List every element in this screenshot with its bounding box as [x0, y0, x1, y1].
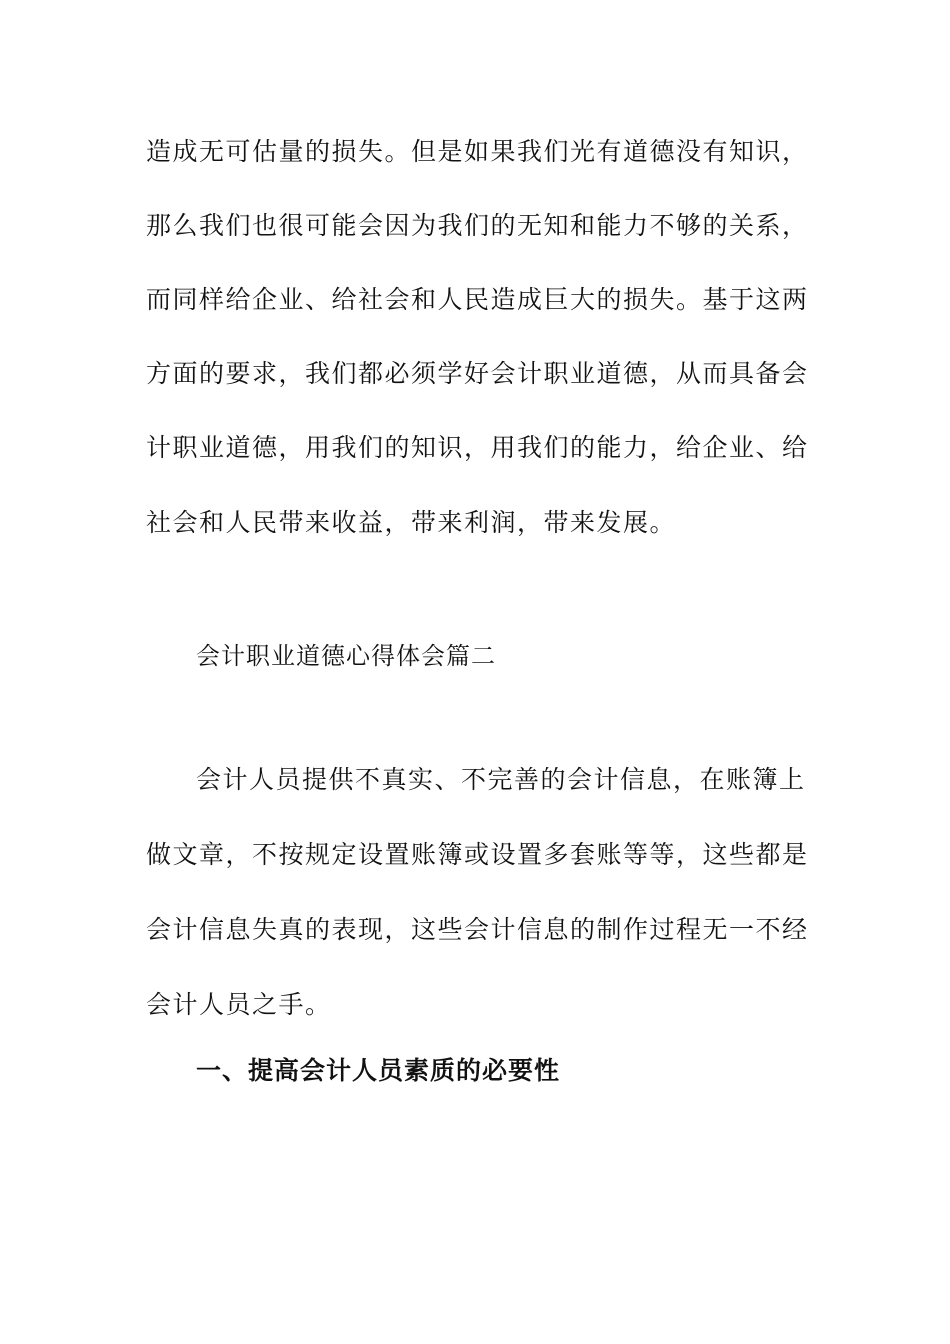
- subheading: 一、提高会计人员素质的必要性: [196, 1056, 561, 1085]
- paragraph-line: 方面的要求，我们都必须学好会计职业道德，从而具备会: [146, 359, 809, 388]
- paragraph-line: 造成无可估量的损失。但是如果我们光有道德没有知识，: [146, 137, 809, 166]
- paragraph-line: 社会和人民带来收益，带来利润，带来发展。: [146, 508, 677, 537]
- paragraph-line: 会计人员之手。: [146, 990, 332, 1019]
- paragraph-line: 计职业道德，用我们的知识，用我们的能力，给企业、给: [146, 433, 809, 462]
- paragraph-line: 会计人员提供不真实、不完善的会计信息，在账簿上: [196, 765, 806, 794]
- paragraph-line: 而同样给企业、给社会和人民造成巨大的损失。基于这两: [146, 285, 809, 314]
- paragraph-line: 那么我们也很可能会因为我们的无知和能力不够的关系，: [146, 211, 809, 240]
- paragraph-line: 做文章，不按规定设置账簿或设置多套账等等，这些都是: [146, 840, 809, 869]
- section-title: 会计职业道德心得体会篇二: [196, 642, 496, 670]
- paragraph-line: 会计信息失真的表现，这些会计信息的制作过程无一不经: [146, 915, 809, 944]
